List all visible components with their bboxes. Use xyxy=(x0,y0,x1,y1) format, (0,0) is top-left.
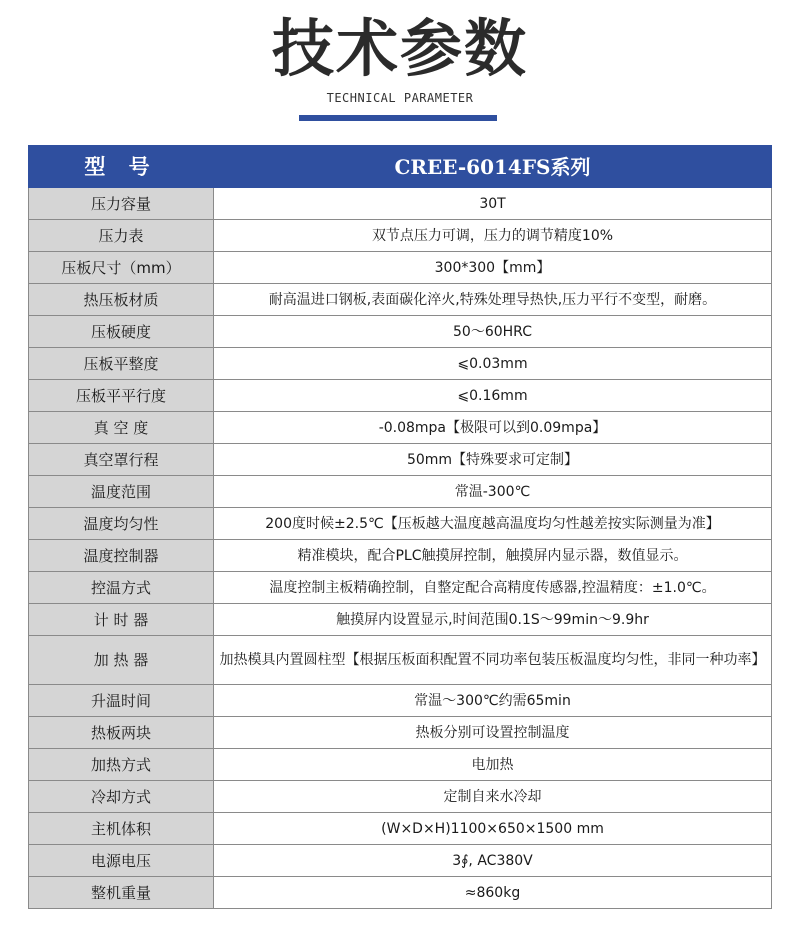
spec-value: 双节点压力可调，压力的调节精度10% xyxy=(214,220,772,252)
spec-value: (W×D×H)1100×650×1500 mm xyxy=(214,813,772,845)
table-row xyxy=(29,572,772,604)
spec-label: 热板两块 xyxy=(29,717,214,749)
table-row xyxy=(29,220,772,252)
spec-value: 热板分别可设置控制温度 xyxy=(214,717,772,749)
table-row xyxy=(29,813,772,845)
table-row xyxy=(29,508,772,540)
table-row xyxy=(29,749,772,781)
spec-label: 温度控制器 xyxy=(29,540,214,572)
spec-label: 压力容量 xyxy=(29,188,214,220)
table-row xyxy=(29,476,772,508)
table-row xyxy=(29,316,772,348)
spec-label: 电源电压 xyxy=(29,845,214,877)
spec-value: -0.08mpa【极限可以到0.09mpa】 xyxy=(214,412,772,444)
title-underline xyxy=(299,115,497,121)
spec-value: ⩽0.16mm xyxy=(214,380,772,412)
table-row xyxy=(29,604,772,636)
table-row xyxy=(29,348,772,380)
spec-label: 压板硬度 xyxy=(29,316,214,348)
table-row xyxy=(29,877,772,909)
spec-value: 耐高温进口钢板,表面碳化淬火,特殊处理导热快,压力平行不变型，耐磨。 xyxy=(214,284,772,316)
spec-label: 加热方式 xyxy=(29,749,214,781)
spec-value: 30T xyxy=(214,188,772,220)
spec-label: 压板平整度 xyxy=(29,348,214,380)
spec-value: 常温-300℃ xyxy=(214,476,772,508)
spec-value: 200度时候±2.5℃【压板越大温度越高温度均匀性越差按实际测量为准】 xyxy=(214,508,772,540)
spec-label: 控温方式 xyxy=(29,572,214,604)
spec-label: 升温时间 xyxy=(29,685,214,717)
spec-value: 温度控制主板精确控制，自整定配合高精度传感器,控温精度：±1.0℃。 xyxy=(214,572,772,604)
spec-label: 整机重量 xyxy=(29,877,214,909)
spec-label: 温度范围 xyxy=(29,476,214,508)
spec-label: 计 时 器 xyxy=(29,604,214,636)
spec-value: 加热模具内置圆柱型【根据压板面积配置不同功率包装压板温度均匀性，非同一种功率】 xyxy=(214,636,772,685)
table-row xyxy=(29,412,772,444)
spec-value: 300*300【mm】 xyxy=(214,252,772,284)
table-row xyxy=(29,444,772,476)
table-row xyxy=(29,252,772,284)
table-row xyxy=(29,540,772,572)
spec-value: 电加热 xyxy=(214,749,772,781)
spec-label: 压板平平行度 xyxy=(29,380,214,412)
spec-value: 定制自来水冷却 xyxy=(214,781,772,813)
spec-table xyxy=(28,145,772,909)
spec-value: 50mm【特殊要求可定制】 xyxy=(214,444,772,476)
table-header-row xyxy=(29,146,772,188)
table-row xyxy=(29,188,772,220)
spec-value: ⩽0.03mm xyxy=(214,348,772,380)
header-model: CREE-6014FS系列 xyxy=(214,146,772,188)
spec-label: 压力表 xyxy=(29,220,214,252)
spec-value: 常温～300℃约需65min xyxy=(214,685,772,717)
spec-value: 触摸屏内设置显示,时间范围0.1S～99min～9.9hr xyxy=(214,604,772,636)
spec-value: 3∮, AC380V xyxy=(214,845,772,877)
spec-label: 真空罩行程 xyxy=(29,444,214,476)
spec-label: 温度均匀性 xyxy=(29,508,214,540)
table-row xyxy=(29,717,772,749)
spec-value: 精准模块，配合PLC触摸屏控制，触摸屏内显示器，数值显示。 xyxy=(214,540,772,572)
table-row xyxy=(29,685,772,717)
table-row xyxy=(29,636,772,685)
table-row xyxy=(29,380,772,412)
spec-label: 加 热 器 xyxy=(29,636,214,685)
table-row xyxy=(29,845,772,877)
table-row xyxy=(29,781,772,813)
header-label: 型 号 xyxy=(29,146,214,188)
page-subtitle: TECHNICAL PARAMETER xyxy=(326,91,474,105)
spec-label: 压板尺寸（mm） xyxy=(29,252,214,284)
spec-label: 冷却方式 xyxy=(29,781,214,813)
spec-value: 50～60HRC xyxy=(214,316,772,348)
page-title: 技术参数 xyxy=(271,12,528,85)
spec-label: 热压板材质 xyxy=(29,284,214,316)
spec-label: 真 空 度 xyxy=(29,412,214,444)
table-row xyxy=(29,284,772,316)
spec-value: ≈860kg xyxy=(214,877,772,909)
spec-label: 主机体积 xyxy=(29,813,214,845)
